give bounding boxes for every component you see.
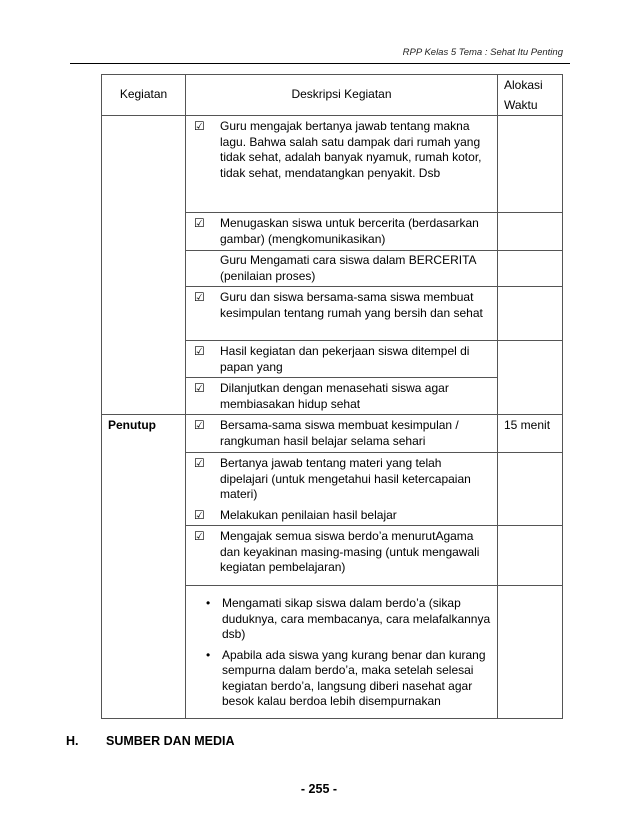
desc-text: Guru mengajak bertanya jawab tentang makna lagu. Bahwa salah satu dampak dari rumah yang tidak sehat, adalah banyak nyamuk, rumah kotor, tidak sehat, mendatangkan penyakit. Dsb (220, 119, 482, 180)
waktu-cell-empty (498, 213, 563, 251)
bullet-dot-icon: • (206, 647, 211, 662)
desc-text: Bertanya jawab tentang materi yang telah dipelajari (untuk mengetahui hasil ketercapaian materi) (220, 456, 471, 501)
desc-text: Mengajak semua siswa berdo’a menurutAgama dan keyakinan masing-masing (untuk mengawali kegiatan pembelajaran) (220, 529, 480, 574)
desc-cell (186, 415, 498, 453)
desc-cell (186, 213, 498, 251)
waktu-cell-empty (498, 251, 563, 287)
desc-cell (186, 526, 498, 586)
desc-cell (186, 586, 498, 719)
desc-text: Menugaskan siswa untuk bercerita (berdasarkan gambar) (mengkomunikasikan) (220, 216, 479, 246)
activity-table (101, 74, 563, 719)
page-number: - 255 - (300, 782, 338, 796)
header-rule (70, 63, 570, 64)
list-item (206, 596, 491, 643)
checked-box-icon: ☑ (194, 529, 205, 543)
table-row (102, 415, 563, 453)
desc-text: Guru dan siswa bersama-sama siswa membuat kesimpulan tentang rumah yang bersih dan sehat (220, 290, 483, 320)
waktu-cell-empty (498, 526, 563, 586)
desc-cell (186, 287, 498, 341)
checked-box-icon: ☑ (194, 507, 205, 522)
section-number: H. (66, 734, 79, 748)
header-kegiatan: Kegiatan (102, 75, 186, 116)
header-alokasi-line1: Alokasi (504, 78, 543, 92)
checked-box-icon: ☑ (194, 216, 205, 230)
desc-text: Hasil kegiatan dan pekerjaan siswa ditempel di papan yang (220, 344, 470, 374)
table-row (102, 116, 563, 213)
desc-cell (186, 251, 498, 287)
kegiatan-cell-empty (102, 116, 186, 415)
running-header: RPP Kelas 5 Tema : Sehat Itu Penting (402, 47, 563, 58)
penutup-label: Penutup (102, 415, 186, 719)
checked-box-icon: ☑ (194, 344, 205, 358)
desc-cell (186, 341, 498, 378)
waktu-cell-empty (498, 341, 563, 415)
bullet-text: Apabila ada siswa yang kurang benar dan kurang sempurna dalam berdo’a, maka setelah selesai kegiatan berdo’a, langsung diberi nasehat agar besok kalau berdoa lebih disempurnakan (222, 647, 486, 708)
waktu-value: 15 menit (498, 415, 563, 453)
desc-text: Melakukan penilaian hasil belajar (220, 507, 397, 522)
waktu-cell-empty (498, 586, 563, 719)
header-alokasi (498, 75, 563, 116)
list-item (206, 648, 491, 710)
desc-text: Bersama-sama siswa membuat kesimpulan / rangkuman hasil belajar selama sehari (220, 418, 459, 448)
table-header-row (102, 75, 563, 116)
checked-box-icon: ☑ (194, 381, 205, 395)
waktu-cell-empty (498, 116, 563, 213)
desc-cell (186, 378, 498, 415)
desc-cell (186, 453, 498, 526)
checked-box-icon: ☑ (194, 290, 205, 304)
header-deskripsi: Deskripsi Kegiatan (186, 75, 498, 116)
waktu-cell-empty (498, 287, 563, 341)
checked-box-icon: ☑ (194, 456, 205, 470)
header-alokasi-line2: Waktu (504, 98, 538, 112)
desc-cell (186, 116, 498, 213)
section-title: SUMBER DAN MEDIA (106, 734, 235, 748)
waktu-cell-empty (498, 453, 563, 526)
desc-text: Guru Mengamati cara siswa dalam BERCERITA (penilaian proses) (220, 253, 476, 283)
bullet-text: Mengamati sikap siswa dalam berdo’a (sikap duduknya, cara membacanya, cara melafalkannya dsb) (222, 596, 491, 641)
desc-text: Dilanjutkan dengan menasehati siswa agar membiasakan hidup sehat (220, 381, 449, 411)
checked-box-icon: ☑ (194, 119, 205, 133)
checked-box-icon: ☑ (194, 418, 205, 432)
section-heading (66, 734, 234, 748)
bullet-dot-icon: • (206, 596, 211, 610)
